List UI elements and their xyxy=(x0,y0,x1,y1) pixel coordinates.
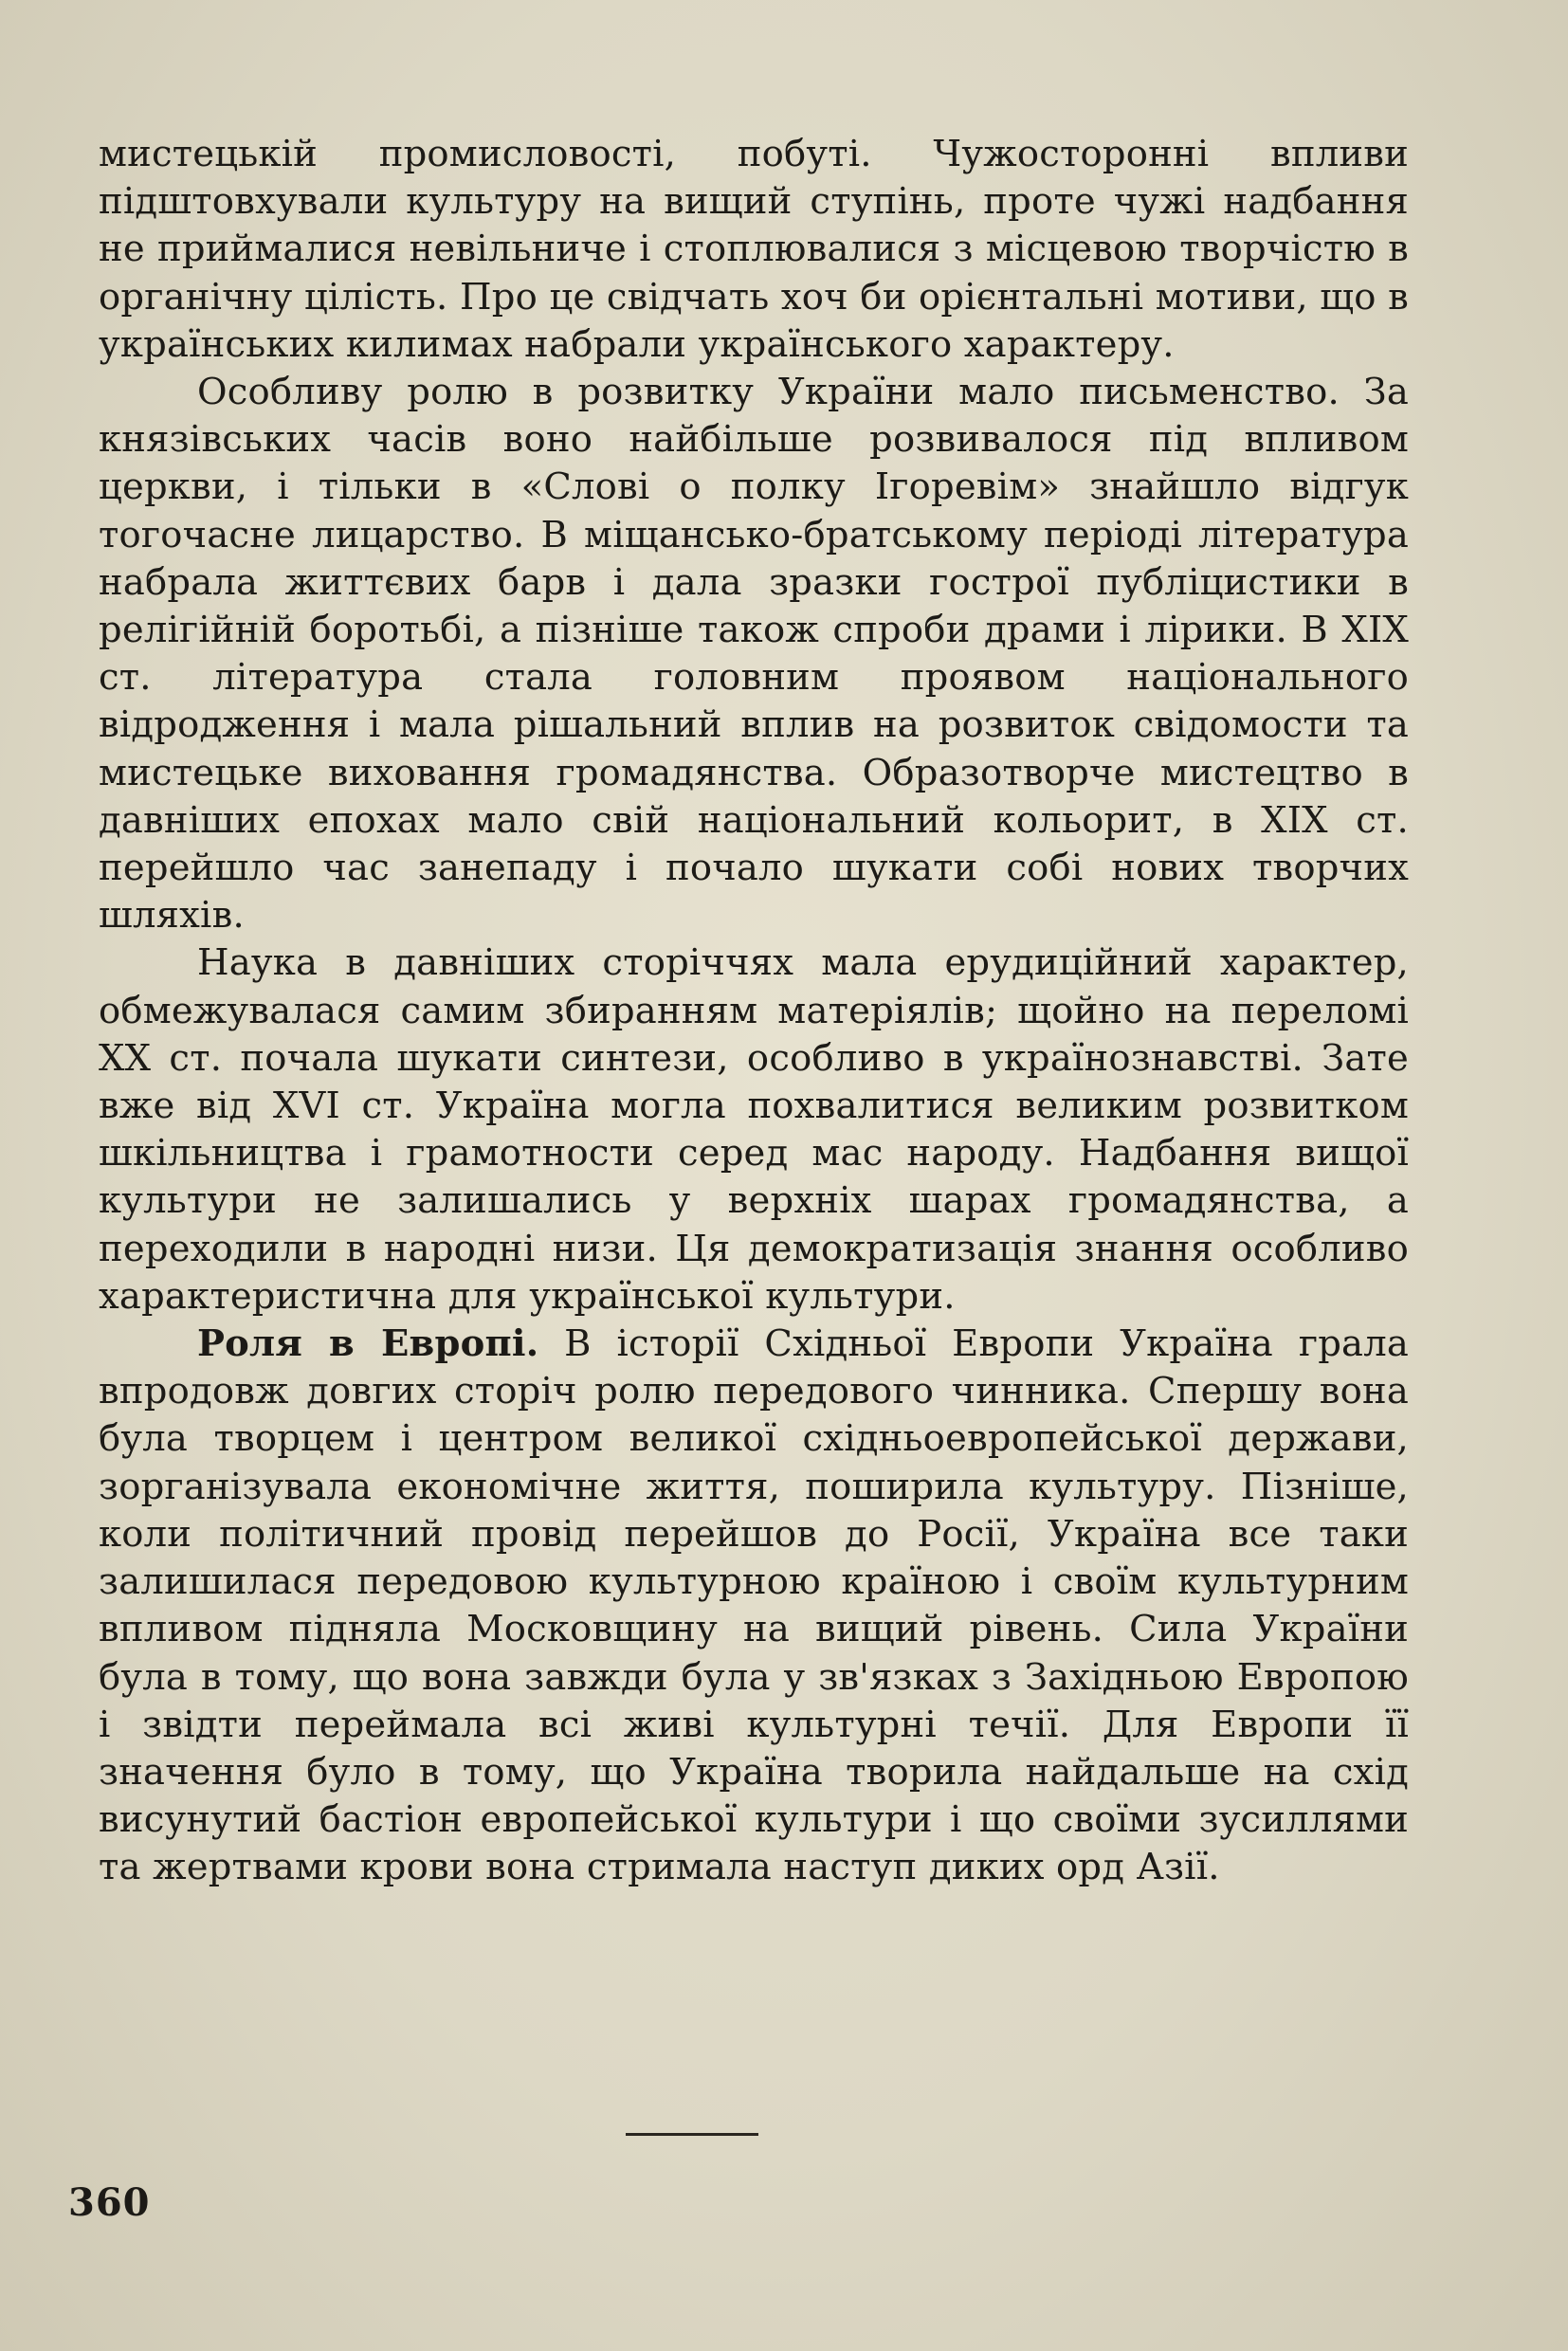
end-rule xyxy=(626,2133,758,2136)
paragraph-text: В історії Східньої Европи Україна грала впродовж довгих сторіч ролю передового чинника. Спершу вона була творцем і центром великої східньоевропейської держави, зорганізувала економічне життя, поширила культуру. Пізніше, коли політичний провід перейшов до Росії, Україна все таки залишилася передовою культурною країною і своїм культурним впливом підняла Московщину на вищий рівень. Сила України була в тому, що вона завжди була у зв'язках з Західньою Европою і звідти переймала всі живі культурні течії. Для Европи її значення було в тому, що Україна творила найдальше на схід висунутий бастіон европейської культури і що своїми зусиллями та жертвами крови вона стримала наступ диких орд Азії. xyxy=(99,1322,1409,1889)
section-heading: Роля в Европі. xyxy=(197,1322,539,1366)
paragraph-role-in-europe xyxy=(99,1321,1409,1891)
paragraph-text: Особливу ролю в розвитку України мало письменство. За князівських часів воно найбільше розвивалося під впливом церкви, і тільки в «Слові о полку Ігоревім» знайшло відгук тогочасне лицарство. В міщансько-братському періоді література набрала життєвих барв і дала зразки гострої публіцистики в релігійній боротьбі, а пізніше також спроби драми і лірики. В XIX ст. література стала головним проявом національного відродження і мала рішальний вплив на розвиток свідомости та мистецьке виховання громадянства. Образотворче мистецтво в давніших епохах мало свій національний кольорит, в XIX ст. перейшло час занепаду і почало шукати собі нових творчих шляхів. xyxy=(99,371,1409,938)
paragraph-literature xyxy=(99,369,1409,939)
paragraph-text: мистецькій промисловості, побуті. Чужосторонні впливи підштовхували культуру на вищий ступінь, проте чужі надбання не приймалися невільниче і стоплювалися з місцевою творчістю в органічну цілість. Про це свідчать хоч би орієнтальні мотиви, що в українських килимах набрали українського характеру. xyxy=(99,133,1409,366)
paragraph-culture-influences xyxy=(99,131,1409,369)
paragraph-text: Наука в давніших сторіччях мала ерудиційний характер, обмежувалася самим збиранням матеріялів; щойно на переломі XX ст. почала шукати синтези, особливо в українознавстві. Зате вже від XVI ст. Україна могла похвалитися великим розвитком шкільництва і грамотности серед мас народу. Надбання вищої культури не залишались у верхніх шарах громадянства, а переходили в народні низи. Ця демократизація знання особливо характеристична для української культури. xyxy=(99,941,1409,1318)
body-text xyxy=(99,131,1409,1892)
page-number: 360 xyxy=(68,2180,151,2225)
paragraph-science xyxy=(99,939,1409,1321)
